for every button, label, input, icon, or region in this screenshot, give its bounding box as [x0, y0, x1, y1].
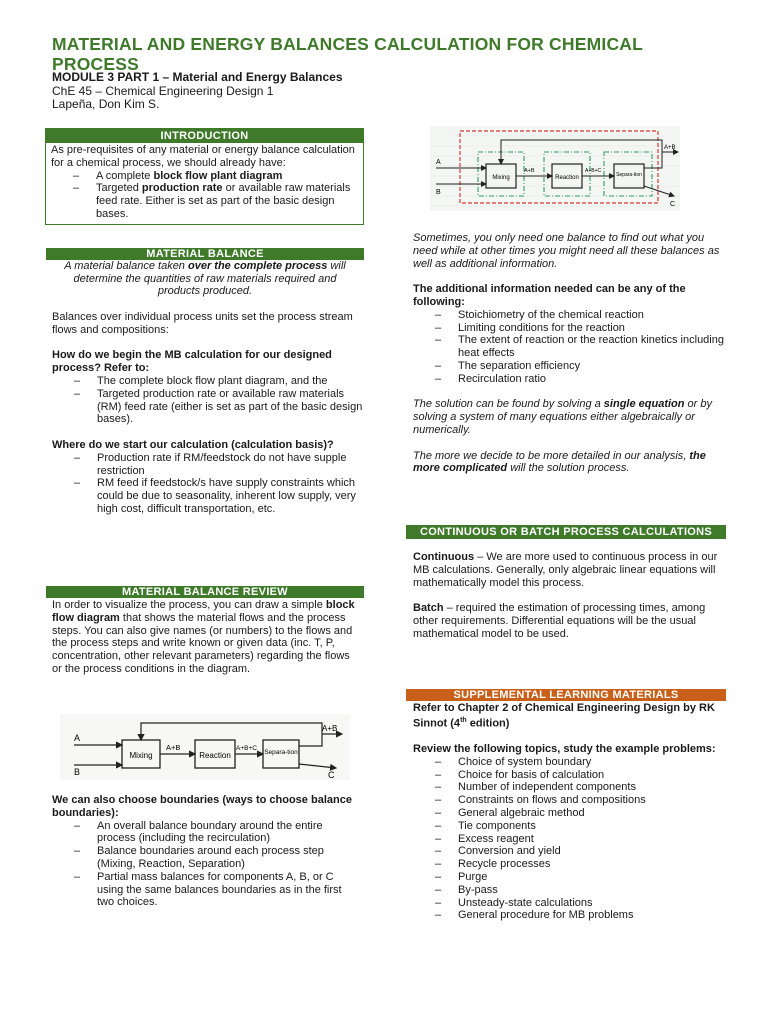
course-name: ChE 45 – Chemical Engineering Design 1 [52, 84, 274, 98]
list-item: – Constraints on flows and compositions [413, 794, 725, 807]
solution-text: The solution can be found by solving a single equation or by solving a system of many equations either algebraically or numerically. [413, 398, 712, 436]
list-item: – RM feed if feedstock/s have supply constraints which could be due to seasonality, inherent low supply, very high cost, difficult transportation, etc. [52, 477, 364, 515]
supplemental-section [413, 702, 725, 922]
list-item: – General procedure for MB problems [413, 909, 725, 922]
stream-1-label: A+B [166, 743, 181, 752]
review-text: In order to visualize the process, you can draw a simple block flow diagram that shows the material flows and the process steps. You can also give names (or numbers) to the flows and the process steps and write known or given data (inc. T, P, concentration, other relevant parameters) regarding the flows or the process conditions in the diagram. [52, 599, 355, 675]
list-item: – A complete block flow plant diagram [51, 170, 357, 183]
recycle-label: A+B [322, 724, 338, 733]
detail-text: The more we decide to be more detailed in our analysis, the more complicated will the solution process. [413, 449, 706, 475]
separation-label: Separa-tion [264, 749, 298, 756]
list-item: – The separation efficiency [413, 360, 725, 373]
stream-c-label: C [670, 201, 676, 208]
review-heading: MATERIAL BALANCE REVIEW [46, 586, 364, 598]
continuous-batch-section [413, 551, 725, 641]
stream-b-label: B [74, 767, 81, 777]
author-name: Lapeña, Don Kim S. [52, 97, 160, 111]
list-item: – An overall balance boundary around the entire process (including the recirculation) [52, 820, 358, 846]
stream-a-label: A [436, 159, 441, 166]
boundaries-list [52, 820, 358, 910]
stream-a-label: A [74, 733, 81, 743]
list-item: – Recirculation ratio [413, 373, 725, 386]
boundary-diagram [430, 126, 680, 211]
list-item: – Production rate if RM/feedstock do not have supple restriction [52, 452, 364, 478]
stream-1-label: A+B [524, 168, 535, 174]
right-column-top [413, 232, 725, 475]
recycle-label: A+B [664, 145, 676, 151]
list-item: – Stoichiometry of the chemical reaction [413, 309, 725, 322]
supplemental-heading: SUPPLEMENTAL LEARNING MATERIALS [406, 689, 726, 701]
list-item: – Purge [413, 871, 725, 884]
review-section [52, 599, 358, 676]
material-balance-heading: MATERIAL BALANCE [46, 248, 364, 260]
list-item: – The extent of reaction or the reaction kinetics including heat effects [413, 334, 725, 360]
reaction-label: Reaction [199, 751, 231, 760]
list-item: – Limiting conditions for the reaction [413, 322, 725, 335]
continuous-text: Continuous – We are more used to continuous process in our MB calculations. Generally, only algebraic linear equations will mathematically model this process. [413, 551, 718, 589]
additional-info-heading: The additional information needed can be any of the following: [413, 283, 686, 308]
question-start: Where do we start our calculation (calculation basis)? [52, 438, 334, 451]
mixing-label: Mixing [129, 751, 153, 760]
list-item: – Conversion and yield [413, 845, 725, 858]
left-column [46, 128, 364, 516]
stream-b-label: B [436, 189, 441, 196]
list-item: – Unsteady-state calculations [413, 897, 725, 910]
question-begin: How do we begin the MB calculation for our designed process? Refer to: [52, 349, 332, 375]
introduction-box [45, 128, 364, 225]
question-begin-list [46, 375, 364, 426]
list-item: – Number of independent components [413, 781, 725, 794]
list-item: – By-pass [413, 884, 725, 897]
sometimes-text: Sometimes, you only need one balance to find out what you need while at other times you might need all these balances as well as additional information. [413, 232, 720, 270]
stream-2-label: A+B+C [585, 168, 602, 174]
list-item: – Partial mass balances for components A, B, or C using the same balances boundaries as in the first two choices. [52, 871, 358, 909]
list-item: – Tie components [413, 820, 725, 833]
list-item: – Choice for basis of calculation [413, 769, 725, 782]
mixing-label: Mixing [492, 175, 510, 181]
list-item: – Recycle processes [413, 858, 725, 871]
list-item: – Targeted production rate or available raw materials feed rate. Either is set as part of the basic design bases. [51, 182, 357, 220]
additional-info-list [413, 309, 725, 386]
material-balance-lead: A material balance taken over the complete process will determine the quantities of raw materials required and products produced. [64, 259, 346, 298]
introduction-heading: INTRODUCTION [46, 129, 363, 143]
list-item: – Excess reagent [413, 833, 725, 846]
boundaries-heading: We can also choose boundaries (ways to choose balance boundaries): [52, 794, 352, 819]
material-balance-para: Balances over individual process units set the process stream flows and compositions: [52, 310, 353, 336]
list-item: – Targeted production rate or available raw materials (RM) feed rate (either is set as part of the basic design bases). [52, 388, 364, 426]
stream-2-label: A+B+C [236, 745, 257, 752]
boundaries-section [52, 794, 358, 909]
list-item: – Choice of system boundary [413, 756, 725, 769]
list-item: – Balance boundaries around each process step (Mixing, Reaction, Separation) [52, 845, 358, 871]
list-item: – General algebraic method [413, 807, 725, 820]
introduction-text: As pre-requisites of any material or energy balance calculation for a chemical process, we should already have: [51, 144, 355, 169]
stream-c-label: C [328, 770, 335, 780]
question-start-list [46, 452, 364, 516]
refer-text: Refer to Chapter 2 of Chemical Engineering Design by RK Sinnot (4th edition) [413, 702, 715, 730]
reaction-label: Reaction [555, 175, 579, 181]
module-subtitle: MODULE 3 PART 1 – Material and Energy Balances [52, 70, 343, 84]
page-title: MATERIAL AND ENERGY BALANCES CALCULATION FOR CHEMICAL PROCESS [52, 34, 643, 74]
list-item: – The complete block flow plant diagram, and the [52, 375, 364, 388]
topics-list [413, 756, 725, 922]
separation-label: Separa-tion [616, 172, 642, 178]
continuous-batch-heading: CONTINUOUS OR BATCH PROCESS CALCULATIONS [406, 525, 726, 539]
review-topics-heading: Review the following topics, study the example problems: [413, 743, 716, 756]
block-flow-diagram [60, 714, 350, 780]
batch-text: Batch – required the estimation of processing times, among other requirements. Differential equations will be the usual mathematical model to be used. [413, 602, 706, 640]
